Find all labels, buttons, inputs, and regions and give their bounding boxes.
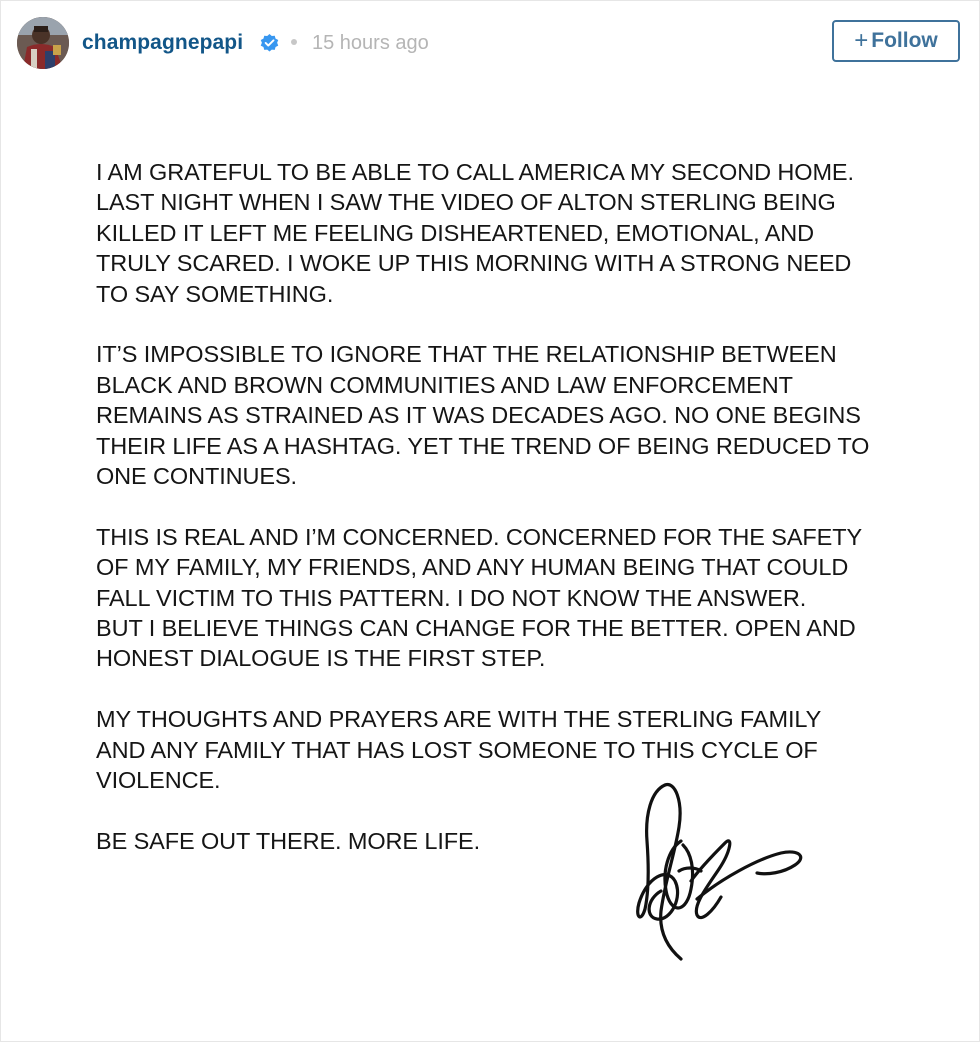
post-timestamp[interactable]: 15 hours ago [312,32,429,54]
username-link[interactable]: champagnepapi [82,31,244,54]
avatar[interactable] [17,17,69,69]
post-header [1,1,979,85]
statement-line: BLACK AND BROWN COMMUNITIES AND LAW ENFORCEMENT [96,371,793,398]
statement-line: TRULY SCARED. I WOKE UP THIS MORNING WITH A STRONG NEED [96,250,852,277]
statement-line: THEIR LIFE AS A HASHTAG. YET THE TREND OF BEING REDUCED TO [96,432,870,459]
statement-line: THIS IS REAL AND I’M CONCERNED. CONCERNED FOR THE SAFETY [96,523,863,550]
separator-dot [291,39,297,45]
statement-line: LAST NIGHT WHEN I SAW THE VIDEO OF ALTON STERLING BEING [96,189,836,216]
follow-label: Follow [871,29,938,52]
statement-line: IT’S IMPOSSIBLE TO IGNORE THAT THE RELATIONSHIP BETWEEN [96,341,837,368]
follow-button[interactable] [832,20,960,62]
statement-line: ONE CONTINUES. [96,463,297,490]
statement-paragraph [96,157,916,309]
signature-image [621,771,821,971]
statement-line: VIOLENCE. [96,767,221,794]
statement-line: FALL VICTIM TO THIS PATTERN. I DO NOT KNOW THE ANSWER. [96,584,807,611]
statement-line: MY THOUGHTS AND PRAYERS ARE WITH THE STERLING FAMILY [96,706,822,733]
statement-line: OF MY FAMILY, MY FRIENDS, AND ANY HUMAN BEING THAT COULD [96,554,849,581]
statement-line: REMAINS AS STRAINED AS IT WAS DECADES AGO. NO ONE BEGINS [96,402,861,429]
statement-line: BE SAFE OUT THERE. MORE LIFE. [96,827,481,854]
statement-paragraph [96,522,916,674]
avatar-image [17,17,69,69]
verified-badge-icon [259,33,280,54]
statement-line: HONEST DIALOGUE IS THE FIRST STEP. [96,645,546,672]
statement-line: AND ANY FAMILY THAT HAS LOST SOMEONE TO THIS CYCLE OF [96,736,818,763]
statement-paragraph [96,339,916,491]
statement-line: I AM GRATEFUL TO BE ABLE TO CALL AMERICA MY SECOND HOME. [96,159,854,185]
statement-line: TO SAY SOMETHING. [96,280,334,307]
statement-line: BUT I BELIEVE THINGS CAN CHANGE FOR THE BETTER. OPEN AND [96,615,856,642]
plus-icon: + [854,27,869,54]
statement-line: KILLED IT LEFT ME FEELING DISHEARTENED, EMOTIONAL, AND [96,219,815,246]
